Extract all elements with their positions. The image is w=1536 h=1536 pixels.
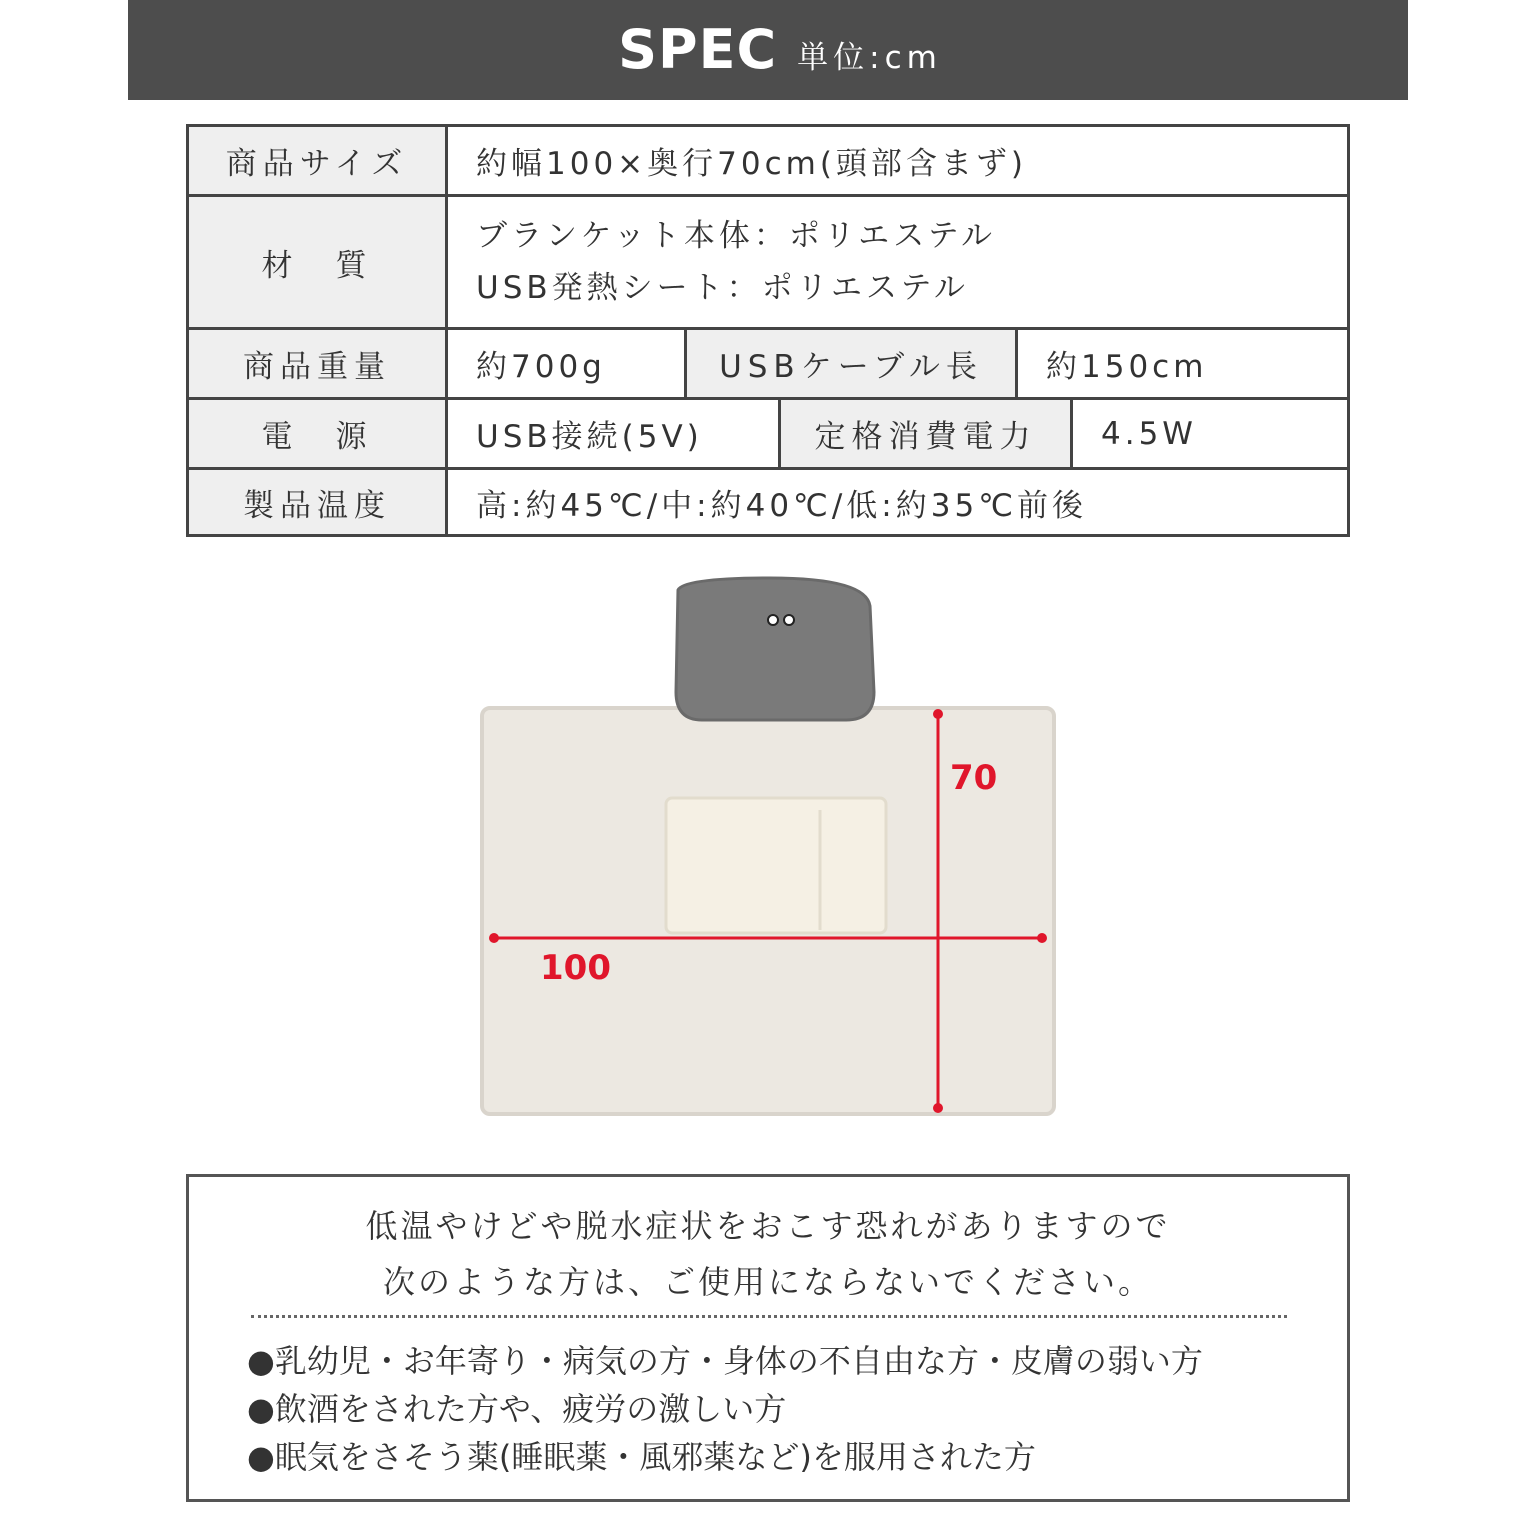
material-line-body: ブランケット本体：ポリエステル	[476, 218, 997, 254]
unit-label: 単位:cm	[797, 40, 942, 76]
power-value: USB接続(5V)	[476, 419, 703, 455]
temp-label: 製品温度	[189, 470, 448, 534]
spec-row-power	[189, 400, 1347, 470]
material-line-sheet: USB発熱シート：ポリエステル	[476, 270, 969, 306]
warning-item: ●乳幼児・お年寄り・病気の方・身体の不自由な方・皮膚の弱い方	[247, 1342, 1203, 1380]
power-label: 電 源	[189, 400, 448, 467]
cable-value: 約150cm	[1046, 349, 1208, 385]
weight-value: 約700g	[476, 349, 606, 385]
warning-intro-line-1: 低温やけどや脱水症状をおこす恐れがありますので	[365, 1207, 1171, 1245]
blanket-head	[676, 578, 874, 720]
material-label: 材 質	[189, 197, 448, 327]
spec-row-weight	[189, 330, 1347, 400]
warning-item: ●飲酒をされた方や、疲労の激しい方	[247, 1390, 787, 1428]
warning-item: ●眠気をさそう薬(睡眠薬・風邪薬など)を服用された方	[247, 1438, 1036, 1476]
spec-row-temp	[189, 470, 1347, 534]
warning-list	[247, 1337, 1203, 1481]
warning-intro-line-2: 次のような方は、ご使用にならないでください。	[382, 1263, 1153, 1301]
depth-end-top	[933, 709, 943, 719]
spec-title: SPEC	[618, 18, 778, 81]
size-value: 約幅100×奥行70cm(頭部含まず)	[476, 146, 1028, 182]
product-image	[470, 570, 1070, 1130]
blanket-illustration	[470, 570, 1070, 1130]
warning-divider	[251, 1315, 1287, 1318]
head-eye-left	[768, 615, 778, 625]
size-label: 商品サイズ	[189, 127, 448, 194]
width-end-left	[489, 933, 499, 943]
rated-label: 定格消費電力	[778, 400, 1073, 467]
warning-box	[186, 1174, 1350, 1502]
depth-label: 70	[950, 758, 998, 798]
cable-label: USBケーブル長	[684, 330, 1018, 397]
width-label: 100	[540, 948, 611, 988]
head-eye-right	[784, 615, 794, 625]
weight-label: 商品重量	[189, 330, 448, 397]
spec-row-material	[189, 197, 1347, 330]
spec-row-size	[189, 127, 1347, 197]
width-end-right	[1037, 933, 1047, 943]
material-values	[448, 197, 1347, 327]
spec-table	[186, 124, 1350, 537]
temp-value: 高:約45℃/中:約40℃/低:約35℃前後	[476, 487, 1088, 524]
spec-header	[128, 0, 1408, 100]
blanket-pocket	[666, 798, 886, 933]
rated-value: 4.5W	[1101, 415, 1197, 452]
depth-end-bottom	[933, 1103, 943, 1113]
